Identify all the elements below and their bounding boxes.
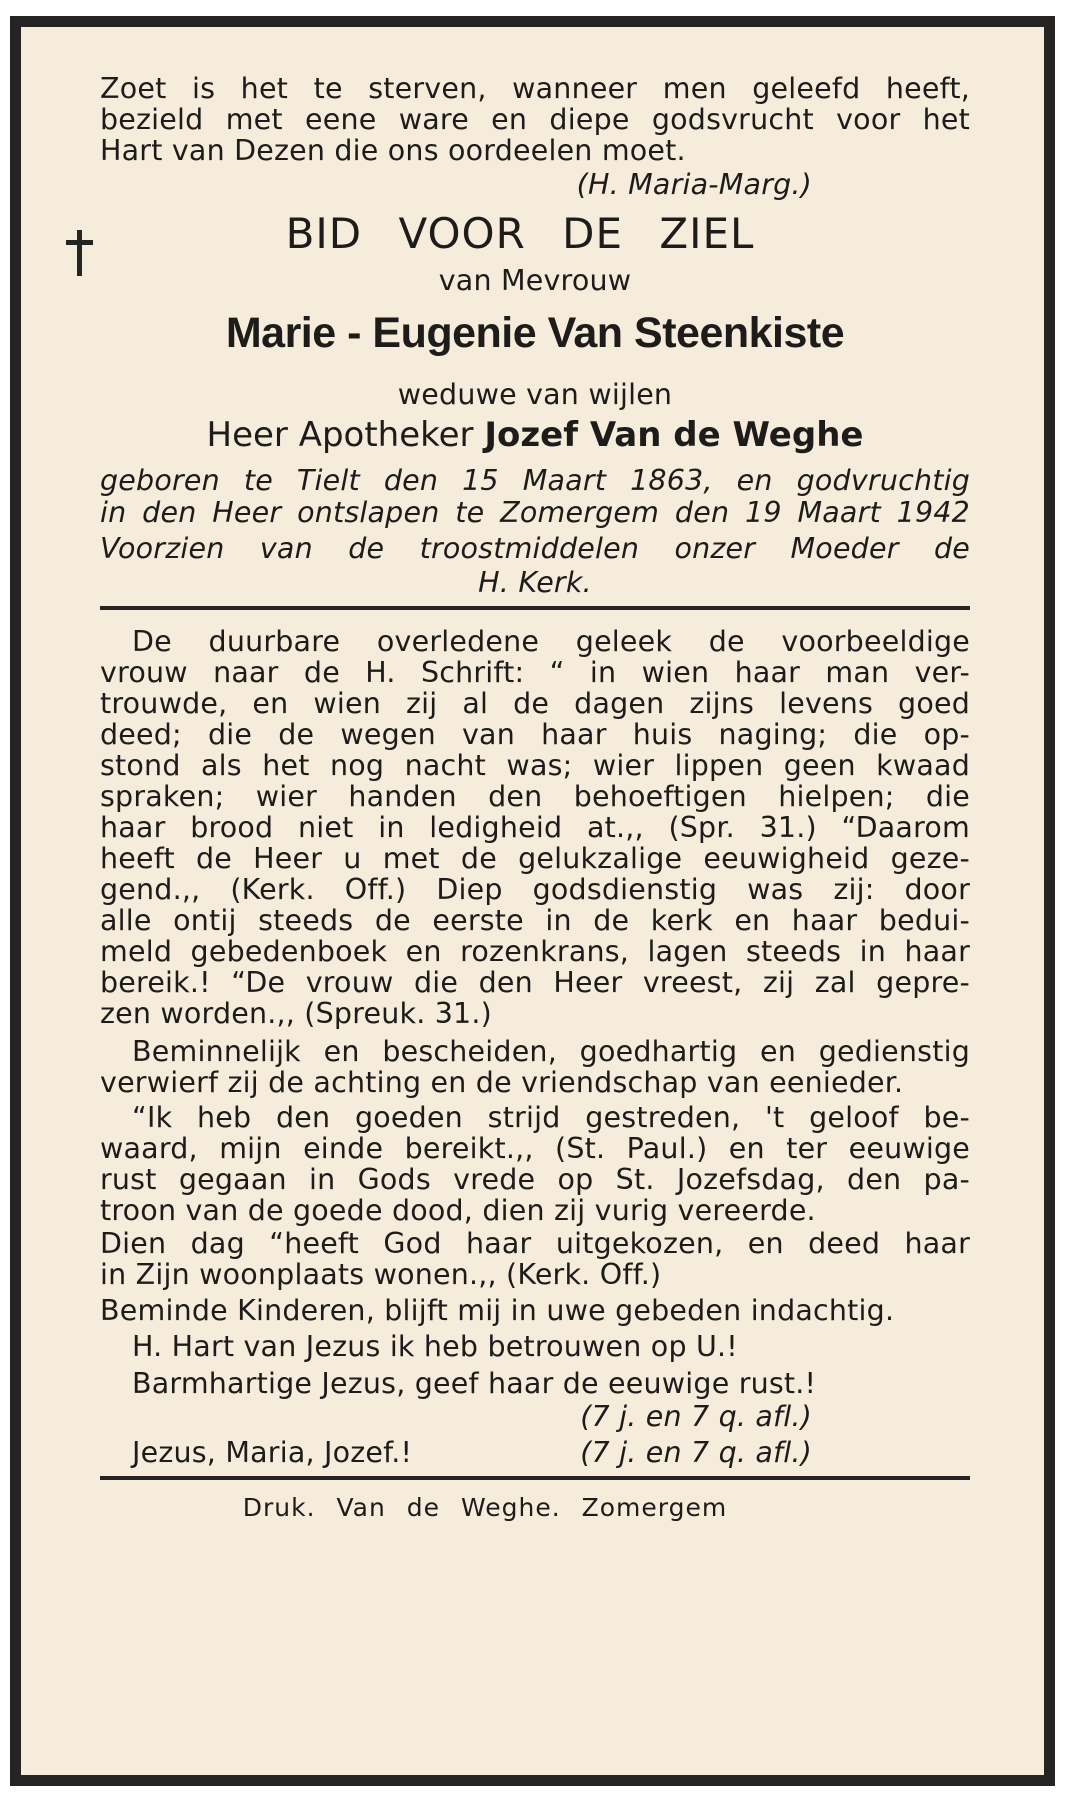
text-line: zen worden.,, (Spreuk. 31.) (100, 997, 492, 1030)
dates-line-4: H. Kerk. (478, 566, 592, 599)
deceased-name: Marie - Eugenie Van Steenkiste (225, 309, 845, 357)
text-line: trouwde, en wien zij al de dagen zijns levens goed (100, 687, 970, 720)
printer-credit: Druk. Van de Weghe. Zomergem (242, 1493, 728, 1522)
text-line: Beminnelijk en bescheiden, goedhartig en gedienstig (132, 1035, 970, 1068)
text-line: gend.,, (Kerk. Off.) Diep godsdienstig was zij: door (100, 873, 970, 906)
text-line: meld gebedenboek en rozenkrans, lagen steeds in haar (100, 935, 970, 968)
text-line: troon van de goede dood, dien zij vurig vereerde. (100, 1194, 816, 1227)
text-line: vrouw naar de H. Schrift: “ in wien haar man ver- (100, 656, 970, 689)
husband-name: Jozef Van de Weghe (484, 415, 864, 455)
prayer-names-indulgence: (7 j. en 7 q. afl.) (580, 1436, 812, 1469)
text-line: De duurbare overledene geleek de voorbeeldige (132, 625, 970, 658)
text-line: alle ontij steeds de eerste in de kerk en haar bedui- (100, 904, 970, 937)
dates-line-2: in den Heer ontslapen te Zomergem den 19 Maart 1942 (100, 496, 970, 529)
husband-prefix: Heer Apotheker (206, 415, 474, 455)
text-line: verwierf zij de achting en de vriendschap van eenieder. (100, 1066, 904, 1099)
cross-icon (60, 228, 100, 278)
prayer-mercy: Barmhartige Jezus, geef haar de eeuwige rust.! (132, 1367, 817, 1400)
text-line: bereik.! “De vrouw die den Heer vreest, zij zal gepre- (100, 966, 970, 999)
text-line: haar brood niet in ledigheid at.,, (Spr. 31.) “Daarom (100, 811, 970, 844)
quote-attribution: (H. Maria-Marg.) (576, 168, 812, 201)
divider-bottom (100, 1476, 970, 1480)
text-line: waard, mijn einde bereikt.,, (St. Paul.) en ter eeuwige (100, 1132, 970, 1165)
dates-line-3: Voorzien van de troostmiddelen onzer Moeder de (100, 532, 970, 565)
text-line: stond als het nog nacht was; wier lippen geen kwaad (100, 749, 970, 782)
quote-line-3: Hart van Dezen die ons oordeelen moet. (100, 134, 686, 167)
text-line: in Zijn woonplaats wonen.,, (Kerk. Off.) (100, 1258, 662, 1291)
quote-line-1: Zoet is het te sterven, wanneer men geleefd heeft, (100, 72, 970, 105)
text-line: rust gegaan in Gods vrede op St. Jozefsdag, den pa- (100, 1163, 970, 1196)
quote-line-2: bezield met eene ware en diepe godsvrucht voor het (100, 103, 970, 136)
prayer-names: Jezus, Maria, Jozef.! (132, 1436, 413, 1469)
dates-line-1: geboren te Tielt den 15 Maart 1863, en godvruchtig (100, 464, 970, 497)
text-line: heeft de Heer u met de gelukzalige eeuwigheid geze- (100, 842, 970, 875)
text-line: Dien dag “heeft God haar uitgekozen, en deed haar (100, 1227, 970, 1260)
prayer-mercy-indulgence: (7 j. en 7 q. afl.) (580, 1400, 812, 1433)
widow-line (100, 378, 970, 412)
text-line: spraken; wier handen den behoeftigen hielpen; die (100, 780, 970, 813)
heading-title: BID VOOR DE ZIEL (285, 209, 755, 258)
text-line: “Ik heb den goeden strijd gestreden, 't geloof be- (132, 1101, 970, 1134)
text-line: Beminde Kinderen, blijft mij in uwe gebeden indachtig. (100, 1294, 895, 1327)
divider-top (100, 606, 970, 610)
text-line: deed; die de wegen van haar huis naging; die op- (100, 718, 970, 751)
prayer-heart: H. Hart van Jezus ik heb betrouwen op U.! (132, 1330, 738, 1363)
heading-van: van Mevrouw (438, 264, 632, 297)
husband-line (100, 413, 970, 457)
widow-text: weduwe van wijlen (397, 378, 673, 411)
